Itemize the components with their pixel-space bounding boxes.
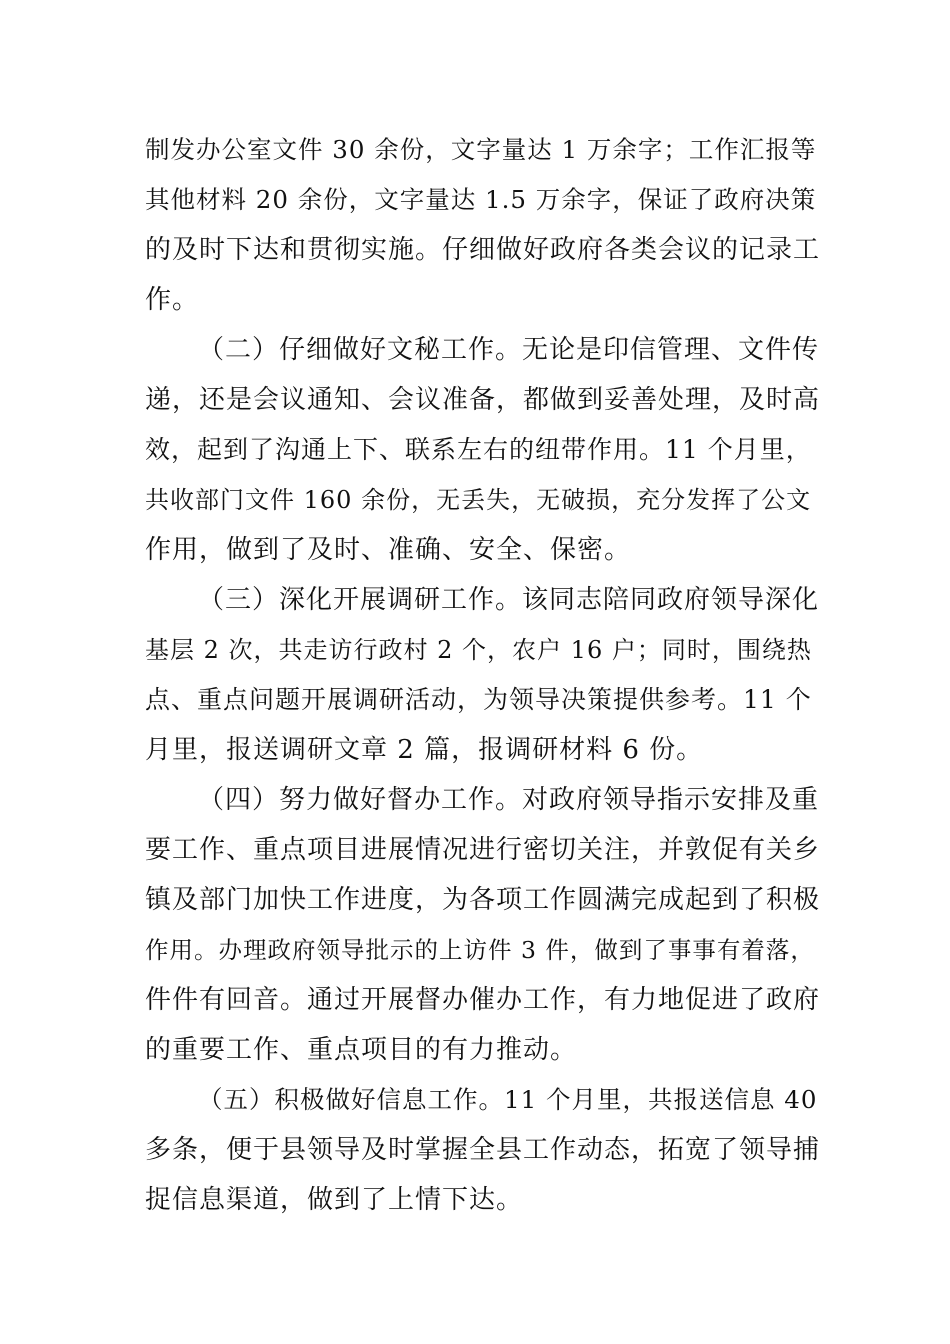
- text-line: 件件有回音。通过开展督办催办工作，有力地促进了政府: [145, 985, 821, 1015]
- text-line: 要工作、重点项目进展情况进行密切关注，并敦促有关乡: [145, 835, 821, 865]
- text-line: 的及时下达和贯彻实施。仔细做好政府各类会议的记录工: [145, 235, 821, 265]
- section-heading-line: （五）积极做好信息工作。11 个月里，共报送信息 40: [198, 1085, 818, 1114]
- text-line: 点、重点问题开展调研活动，为领导决策提供参考。11 个: [145, 685, 812, 714]
- section-heading-line: （四）努力做好督办工作。对政府领导指示安排及重: [198, 785, 820, 815]
- text-line: 作用。办理政府领导批示的上访件 3 件，做到了事事有着落，: [145, 936, 815, 964]
- text-line: 镇及部门加快工作进度，为各项工作圆满完成起到了积极: [145, 885, 821, 915]
- text-line: 月里，报送调研文章 2 篇，报调研材料 6 份。: [145, 735, 704, 765]
- section-heading-line: （三）深化开展调研工作。该同志陪同政府领导深化: [198, 585, 820, 615]
- text-line: 作用，做到了及时、准确、安全、保密。: [145, 535, 632, 565]
- section-heading-line: （二）仔细做好文秘工作。无论是印信管理、文件传: [198, 335, 820, 365]
- text-line: 作。: [145, 285, 200, 315]
- text-line: 递，还是会议通知、会议准备，都做到妥善处理，及时高: [145, 385, 821, 415]
- text-line: 基层 2 次，共走访行政村 2 个，农户 16 户；同时，围绕热: [145, 636, 812, 664]
- text-line: 捉信息渠道，做到了上情下达。: [145, 1185, 524, 1215]
- text-line: 效，起到了沟通上下、联系左右的纽带作用。11 个月里，: [145, 435, 812, 464]
- text-line: 共收部门文件 160 余份，无丢失，无破损，充分发挥了公文: [145, 486, 812, 514]
- text-line: 其他材料 20 余份，文字量达 1.5 万余字，保证了政府决策: [145, 185, 817, 214]
- text-line: 多条，便于县领导及时掌握全县工作动态，拓宽了领导捕: [145, 1135, 821, 1165]
- text-line: 的重要工作、重点项目的有力推动。: [145, 1035, 578, 1065]
- text-line: 制发办公室文件 30 余份，文字量达 1 万余字；工作汇报等: [145, 135, 817, 164]
